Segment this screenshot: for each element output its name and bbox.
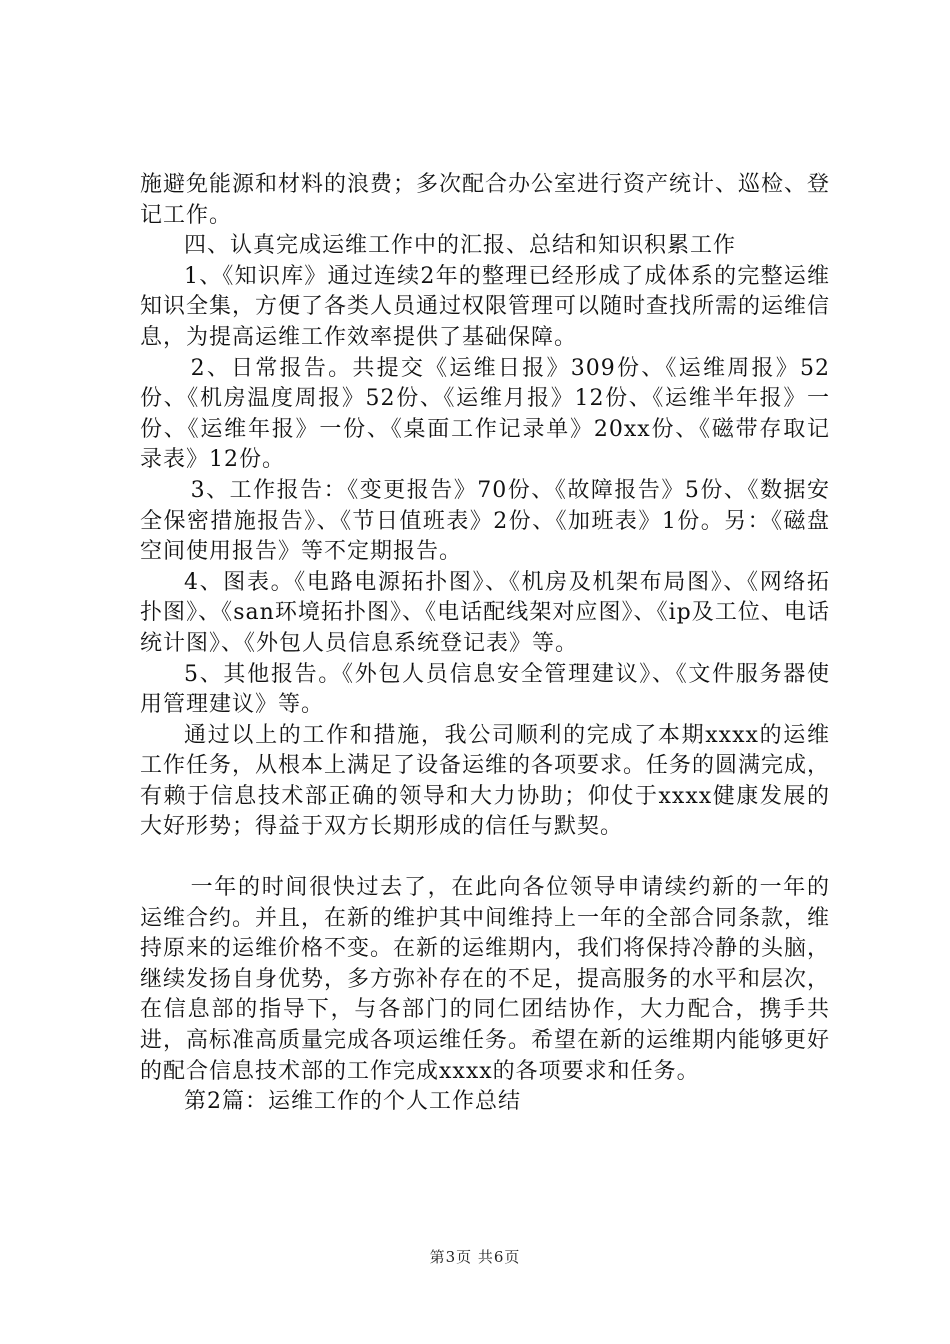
document-body (140, 170, 830, 1118)
paragraph-work-reports: 3、工作报告：《变更报告》70份、《故障报告》5份、《数据安全保密措施报告》、《节日值班表》2份、《加班表》1份。另：《磁盘空间使用报告》等不定期报告。 (140, 477, 830, 565)
paragraph-daily-reports: 2、日常报告。共提交《运维日报》309份、《运维周报》52份、《机房温度周报》52份、《运维月报》12份、《运维半年报》一份、《运维年报》一份、《桌面工作记录单》20xx份、《磁带存取记录表》12份。 (140, 355, 830, 473)
section-title-part-two: 第2篇：运维工作的个人工作总结 (184, 1089, 521, 1115)
paragraph-spacer (140, 843, 830, 873)
page-number-footer: 第3页 共6页 (429, 1248, 521, 1266)
paragraph-renewal: 一年的时间很快过去了，在此向各位领导申请续约新的一年的运维合约。并且，在新的维护其中间维持上一年的全部合同条款，维持原来的运维价格不变。在新的运维期内，我们将保持冷静的头脑，继续发扬自身优势，多方弥补存在的不足，提高服务的水平和层次，在信息部的指导下，与各部门的同仁团结协作，大力配合，携手共进，高标准高质量完成各项运维任务。希望在新的运维期内能够更好的配合信息技术部的工作完成xxxx的各项要求和任务。 (140, 875, 831, 1084)
section-heading-four: 四、认真完成运维工作中的汇报、总结和知识积累工作 (184, 233, 737, 259)
paragraph-charts: 4、图表。《电路电源拓扑图》、《机房及机架布局图》、《网络拓扑图》、《san环境拓扑图》、《电话配线架对应图》、《ip及工位、电话统计图》、《外包人员信息系统登记表》等。 (140, 569, 830, 656)
paragraph-continuation: 施避免能源和材料的浪费；多次配合办公室进行资产统计、巡检、登记工作。 (140, 172, 831, 228)
paragraph-summary: 通过以上的工作和措施，我公司顺利的完成了本期xxxx的运维工作任务，从根本上满足了设备运维的各项要求。任务的圆满完成，有赖于信息技术部正确的领导和大力协助；仰仗于xxxx健康发展的大好形势；得益于双方长期形成的信任与默契。 (140, 722, 831, 840)
paragraph-other-reports: 5、其他报告。《外包人员信息安全管理建议》、《文件服务器使用管理建议》等。 (140, 661, 830, 718)
paragraph-knowledge-base: 1、《知识库》通过连续2年的整理已经形成了成体系的完整运维知识全集，方便了各类人员通过权限管理可以随时查找所需的运维信息，为提高运维工作效率提供了基础保障。 (140, 263, 831, 350)
